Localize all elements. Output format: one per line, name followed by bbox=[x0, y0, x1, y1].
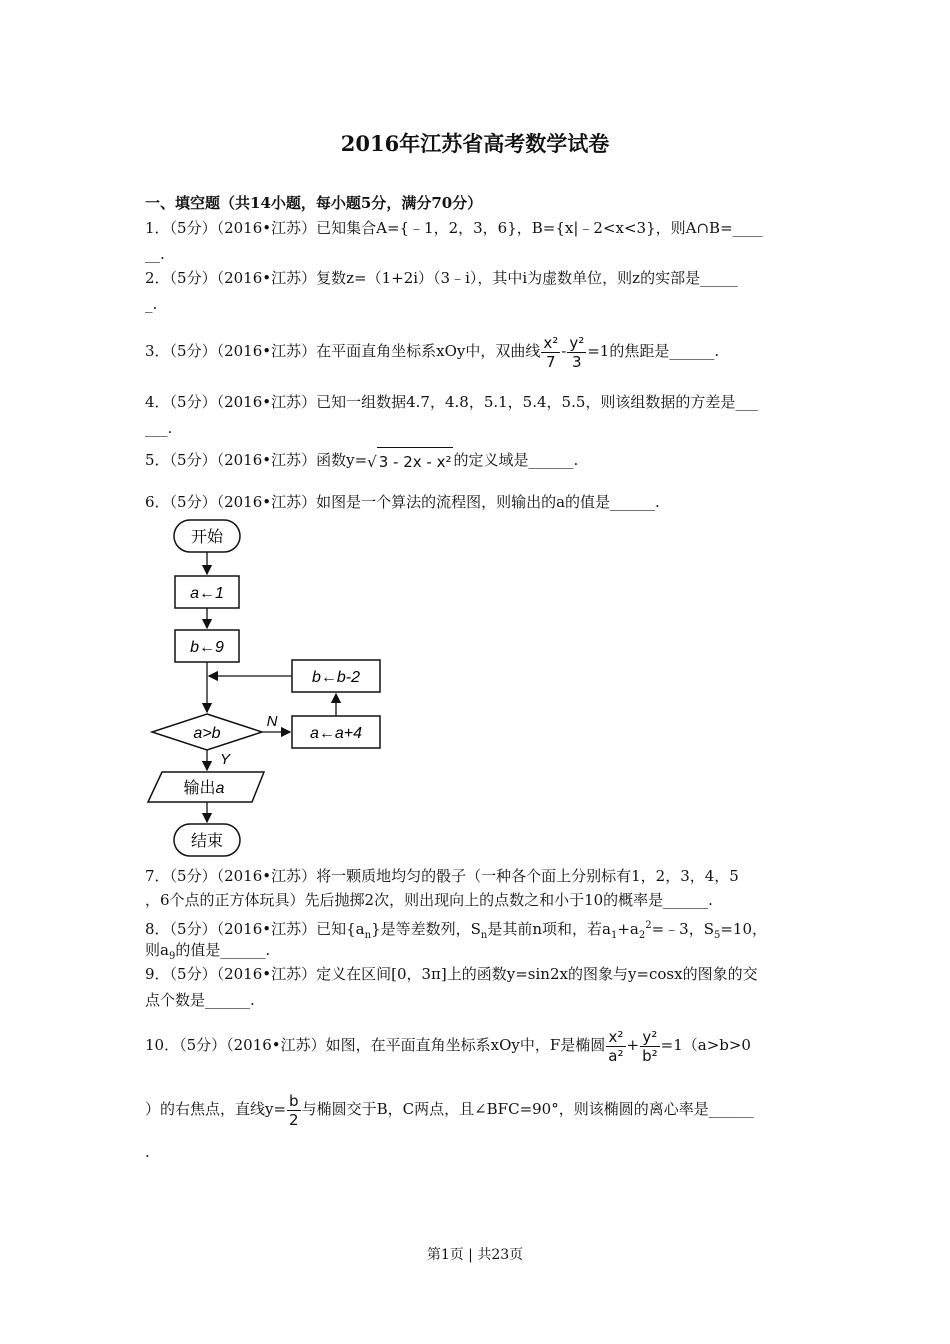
flowchart bbox=[140, 512, 400, 862]
fraction-x2-over-7 bbox=[541, 334, 560, 371]
question-5-tail: 的定义域是______. bbox=[453, 451, 579, 469]
flowchart-output-var: a bbox=[215, 780, 225, 797]
fraction-b-over-2 bbox=[287, 1092, 301, 1129]
subscript: n bbox=[480, 930, 488, 941]
question-6: 6．（5分）（2016•江苏）如图是一个算法的流程图，则输出的a的值是______. bbox=[145, 493, 660, 511]
flowchart-b-update-label: b←b-2 bbox=[311, 669, 361, 686]
page-footer: 第1页 | 共23页 bbox=[426, 1247, 524, 1263]
question-10-text: 10．（5分）（2016•江苏）如图，在平面直角坐标系xOy中，F是椭圆 bbox=[145, 1036, 606, 1054]
fraction-numerator: b bbox=[287, 1092, 301, 1111]
question-1-line-2: __. bbox=[145, 245, 165, 263]
question-4-line-2: ___. bbox=[145, 419, 173, 437]
question-3-text: 3．（5分）（2016•江苏）在平面直角坐标系xOy中，双曲线 bbox=[145, 342, 541, 360]
question-10-line-3: . bbox=[145, 1143, 150, 1161]
flowchart-no-label: N bbox=[266, 713, 278, 730]
question-3-tail: =1的焦距是______. bbox=[587, 342, 720, 360]
question-4-line-1: 4．（5分）（2016•江苏）已知一组数据4.7，4.8，5.1，5.4，5.5，则该组数据的方差是___ bbox=[145, 393, 758, 411]
fraction-denominator: 2 bbox=[289, 1110, 299, 1129]
fraction-numerator: x² bbox=[606, 1028, 625, 1047]
fraction-denominator: b² bbox=[642, 1046, 658, 1065]
question-10-line-2-text: ）的右焦点，直线y= bbox=[145, 1100, 287, 1118]
question-7-line-1: 7．（5分）（2016•江苏）将一颗质地均匀的骰子（一种各个面上分别标有1，2，3，4，5 bbox=[145, 867, 739, 885]
page-title: 2016年江苏省高考数学试卷 bbox=[340, 131, 610, 156]
flowchart-decision-label: a>b bbox=[193, 725, 221, 742]
question-10-line-1 bbox=[145, 1022, 751, 1068]
fraction-denominator: 7 bbox=[546, 352, 556, 371]
subscript: n bbox=[364, 930, 372, 941]
question-2-line-1: 2．（5分）（2016•江苏）复数z=（1+2i）（3﹣i），其中i为虚数单位，则z的实部是_____ bbox=[145, 269, 738, 287]
minus-sign: - bbox=[561, 342, 567, 360]
subscript: 5 bbox=[713, 930, 721, 941]
text: =10， bbox=[720, 920, 768, 938]
subscript: 2 bbox=[638, 930, 646, 941]
flowchart-a-update-label: a←a+4 bbox=[309, 725, 363, 742]
flowchart-yes-label: Y bbox=[220, 751, 231, 768]
question-3 bbox=[145, 328, 719, 374]
square-root: √ 3 - 2x - x² bbox=[367, 447, 453, 476]
text: 是其前n项和，若a bbox=[487, 920, 611, 938]
flowchart-end-label: 结束 bbox=[190, 833, 224, 850]
text: 的值是______. bbox=[175, 941, 271, 959]
text: +a bbox=[617, 920, 639, 938]
fraction-numerator: y² bbox=[640, 1028, 660, 1047]
flowchart-a-init-label: a←1 bbox=[190, 585, 224, 602]
plus-sign: + bbox=[626, 1036, 640, 1054]
section-heading: 一、填空题（共14小题，每小题5分，满分70分） bbox=[145, 194, 483, 212]
flowchart-b-init-label: b←9 bbox=[190, 639, 224, 656]
fraction-y2-over-3 bbox=[567, 334, 586, 371]
flowchart-output-label bbox=[184, 779, 225, 797]
superscript: 2 bbox=[645, 920, 652, 931]
text: 则a bbox=[145, 941, 169, 959]
question-8-line-2 bbox=[145, 940, 270, 967]
text: 8．（5分）（2016•江苏）已知{a bbox=[145, 920, 365, 938]
fraction-denominator: 3 bbox=[571, 352, 582, 371]
question-10-line-2-tail: 与椭圆交于B，C两点，且∠BFC=90°，则该椭圆的离心率是______ bbox=[301, 1100, 754, 1118]
fraction-x2-over-a2 bbox=[606, 1028, 625, 1065]
question-5 bbox=[145, 446, 578, 476]
flowchart-output-prefix: 输出 bbox=[183, 780, 216, 797]
question-9-line-1: 9．（5分）（2016•江苏）定义在区间[0，3π]上的函数y=sin2x的图象与y=cosx的图象的交 bbox=[145, 965, 758, 983]
question-9-line-2: 点个数是______. bbox=[145, 991, 255, 1009]
question-10-line-2 bbox=[145, 1086, 754, 1132]
question-2-line-2: _. bbox=[145, 295, 158, 313]
question-5-text: 5．（5分）（2016•江苏）函数y= bbox=[145, 451, 368, 469]
question-7-line-2: ，6个点的正方体玩具）先后抛掷2次，则出现向上的点数之和小于10的概率是______. bbox=[145, 891, 713, 909]
fraction-numerator: y² bbox=[569, 333, 585, 352]
text: }是等差数列，S bbox=[371, 920, 481, 938]
subscript: 1 bbox=[610, 930, 618, 941]
question-1-line-1: 1．（5分）（2016•江苏）已知集合A={﹣1，2，3，6}，B={x|﹣2<x<3}，则A∩B=____ bbox=[145, 219, 763, 237]
fraction-numerator: x² bbox=[543, 333, 559, 352]
flowchart-start-label: 开始 bbox=[190, 529, 224, 546]
text: =﹣3，S bbox=[651, 920, 714, 938]
fraction-denominator: a² bbox=[608, 1046, 624, 1065]
question-10-tail: =1（a>b>0 bbox=[660, 1036, 751, 1054]
radicand: 3 - 2x - x² bbox=[377, 447, 454, 476]
fraction-y2-over-b2 bbox=[640, 1028, 660, 1065]
subscript: 9 bbox=[168, 951, 176, 962]
